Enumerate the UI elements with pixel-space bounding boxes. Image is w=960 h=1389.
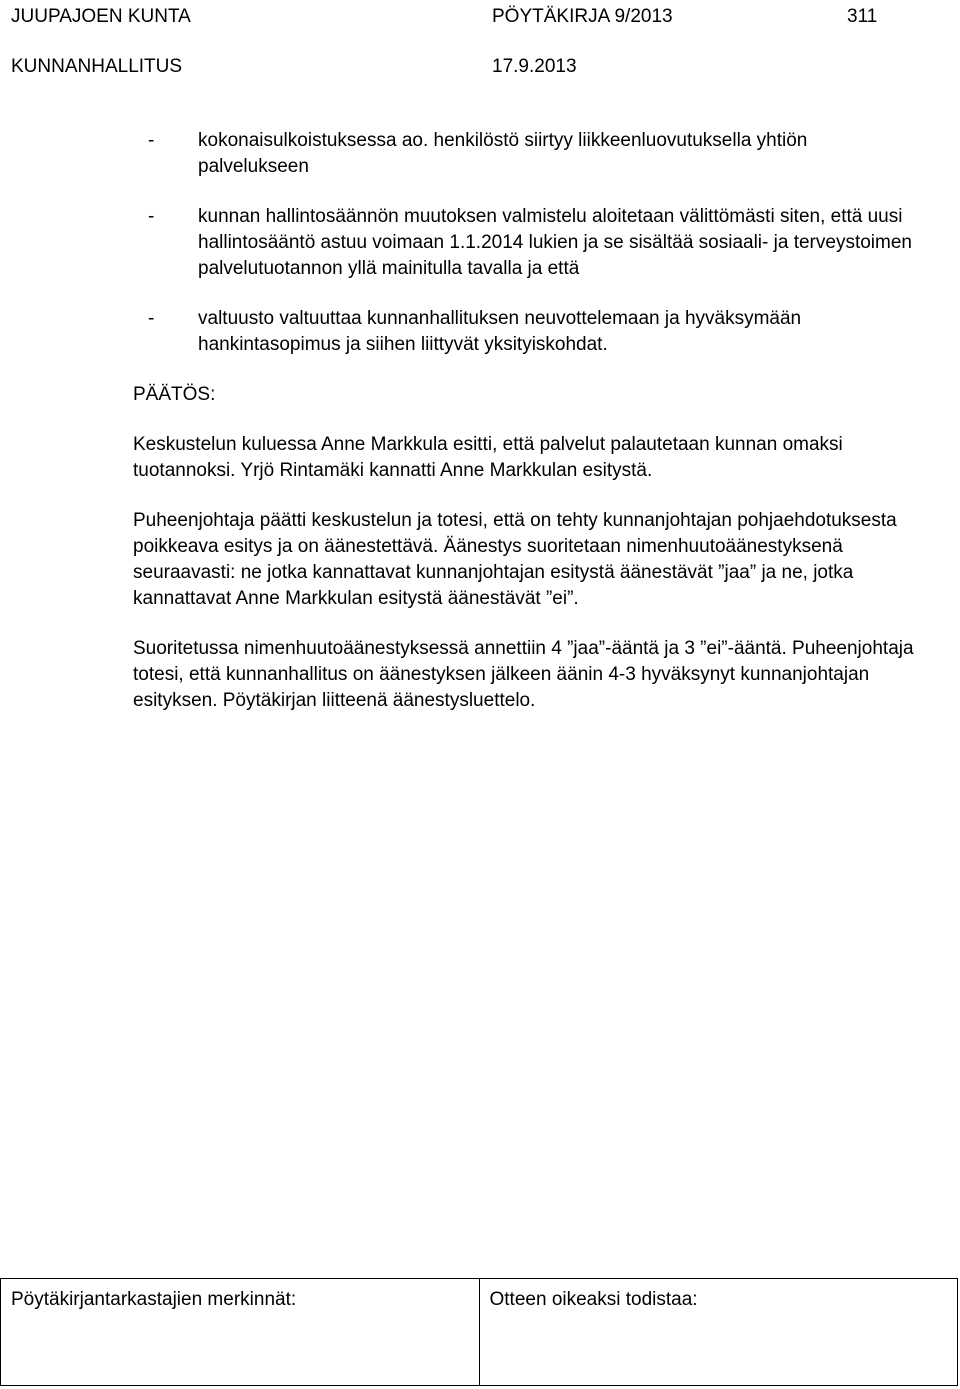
bullet-dash: - [148, 206, 155, 227]
signature-table [0, 1278, 958, 1386]
inspectors-notes-label: Pöytäkirjantarkastajien merkinnät: [11, 1289, 297, 1310]
meeting-date: 17.9.2013 [492, 56, 577, 77]
page-number: 311 [847, 6, 878, 27]
certification-label: Otteen oikeaksi todistaa: [489, 1289, 698, 1310]
document-title: PÖYTÄKIRJA 9/2013 [492, 6, 673, 27]
bullet-text: valtuusto valtuuttaa kunnanhallituksen neuvottelemaan ja hyväksymään hankintasopimus ja siihen liittyvät yksityiskohdat. [198, 308, 802, 355]
decision-label: PÄÄTÖS: [133, 384, 216, 405]
certification-cell [480, 1279, 958, 1385]
bullet-text: kokonaisulkoistuksessa ao. henkilöstö siirtyy liikkeenluovutuksella yhtiön palvelukseen [198, 130, 808, 177]
inspectors-notes-cell [1, 1279, 480, 1385]
body-name: KUNNANHALLITUS [11, 56, 183, 77]
bullet-text: kunnan hallintosäännön muutoksen valmistelu aloitetaan välittömästi siten, että uusi hallintosääntö astuu voimaan 1.1.2014 lukien ja se sisältää sosiaali- ja terveystoimen palvelutuotannon yllä mainitulla tavalla ja että [198, 206, 912, 279]
decision-paragraph: Suoritetussa nimenhuutoäänestyksessä annettiin 4 ”jaa”-ääntä ja 3 ”ei”-ääntä. Puheenjohtaja totesi, että kunnanhallitus on äänestyksen jälkeen äänin 4-3 hyväksynyt kunnanjohtajan esityksen. Pöytäkirjan liitteenä äänestysluettelo. [133, 638, 914, 711]
bullet-dash: - [148, 130, 155, 151]
decision-paragraph: Puheenjohtaja päätti keskustelun ja totesi, että on tehty kunnanjohtajan pohjaehdotuksesta poikkeava esitys ja on äänestettävä. Äänestys suoritetaan nimenhuutoäänestyksenä seuraavasti: ne jotka kannattavat kunnanjohtajan esitystä äänestävät ”jaa” ja ne, jotka kannattavat Anne Markkulan esitystä äänestävät ”ei”. [133, 510, 897, 609]
decision-paragraph: Keskustelun kuluessa Anne Markkula esitti, että palvelut palautetaan kunnan omaksi tuotannoksi. Yrjö Rintamäki kannatti Anne Markkulan esitystä. [133, 434, 843, 481]
bullet-dash: - [148, 308, 155, 329]
municipality-name: JUUPAJOEN KUNTA [11, 6, 191, 27]
